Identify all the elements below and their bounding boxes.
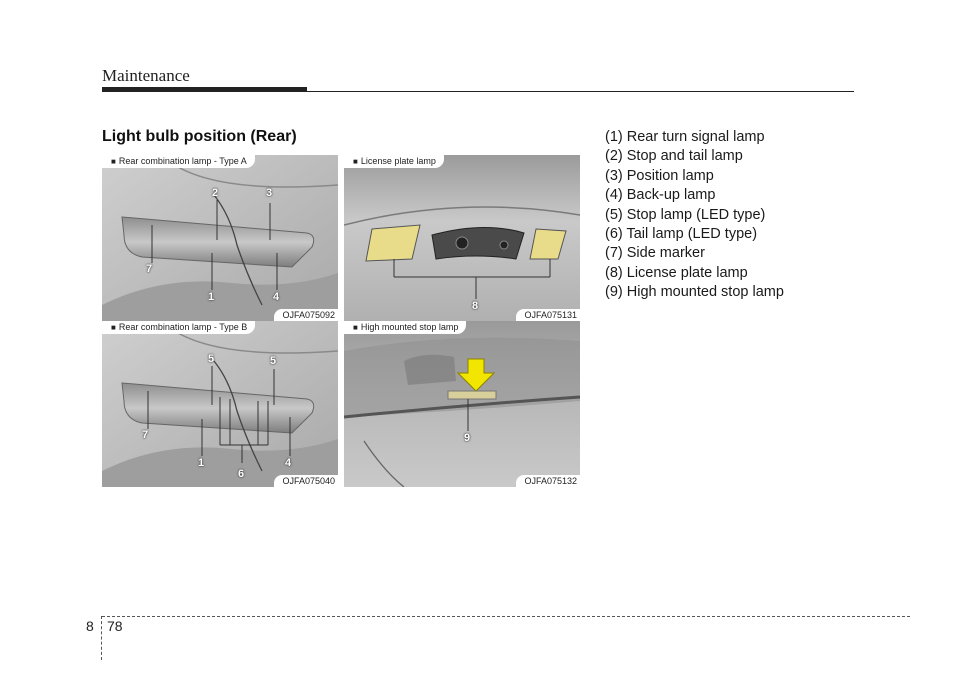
callout-9: 9 [464, 432, 471, 444]
legend-item-5: (5) Stop lamp (LED type) [605, 206, 766, 223]
bullet-square-icon: ■ [111, 323, 116, 332]
legend-item-7: (7) Side marker [605, 245, 705, 262]
header-title: Maintenance [102, 66, 190, 85]
legend-item-3: (3) Position lamp [605, 167, 714, 184]
callout-2: 2 [212, 187, 219, 199]
bullet-square-icon: ■ [353, 323, 358, 332]
callout-5-right: 5 [270, 355, 277, 367]
panel-code: OJFA075131 [516, 309, 580, 321]
panel-type-b [102, 321, 338, 487]
bullet-square-icon: ■ [353, 157, 358, 166]
legend-item-1: (1) Rear turn signal lamp [605, 129, 765, 145]
legend-item-9: (9) High mounted stop lamp [605, 284, 784, 301]
footer-divider [101, 616, 102, 660]
bullet-square-icon: ■ [111, 157, 116, 166]
callout-7: 7 [142, 429, 149, 441]
panel-label [102, 321, 255, 334]
panel-code: OJFA075132 [516, 475, 580, 487]
panel-label-text: High mounted stop lamp [360, 322, 459, 332]
panel-label [344, 321, 466, 334]
section-title: Light bulb position (Rear) [102, 128, 297, 145]
callout-7: 7 [146, 263, 153, 275]
page-number: 78 [107, 618, 123, 634]
legend-list [605, 128, 784, 303]
panel-high-stop [344, 321, 580, 487]
footer-rule [102, 616, 910, 617]
legend-item-6: (6) Tail lamp (LED type) [605, 226, 758, 243]
panel-code: OJFA075040 [274, 475, 338, 487]
callout-4: 4 [273, 291, 280, 303]
callout-1: 1 [208, 291, 215, 303]
panel-label-text: Rear combination lamp - Type B [118, 322, 248, 332]
callout-3: 3 [266, 187, 273, 199]
panel-label [344, 155, 444, 168]
license-plate-illustration [344, 155, 580, 321]
panel-code: OJFA075092 [274, 309, 338, 321]
legend-item-8: (8) License plate lamp [605, 264, 748, 281]
callout-4: 4 [285, 457, 292, 469]
panel-label-text: License plate lamp [360, 156, 436, 166]
callout-8: 8 [472, 300, 479, 312]
panel-license-plate [344, 155, 580, 321]
callout-5-left: 5 [208, 353, 215, 365]
type-b-illustration [102, 321, 338, 487]
high-stop-illustration [344, 321, 580, 487]
panel-label-text: Rear combination lamp - Type A [118, 156, 247, 166]
legend-item-4: (4) Back-up lamp [605, 187, 716, 204]
header-rule [102, 91, 854, 92]
callout-1: 1 [198, 457, 205, 469]
panel-label [102, 155, 255, 168]
panel-type-a [102, 155, 338, 321]
chapter-number: 8 [86, 618, 94, 634]
type-a-illustration [102, 155, 338, 321]
callout-6: 6 [238, 468, 245, 480]
legend-item-2: (2) Stop and tail lamp [605, 148, 743, 165]
